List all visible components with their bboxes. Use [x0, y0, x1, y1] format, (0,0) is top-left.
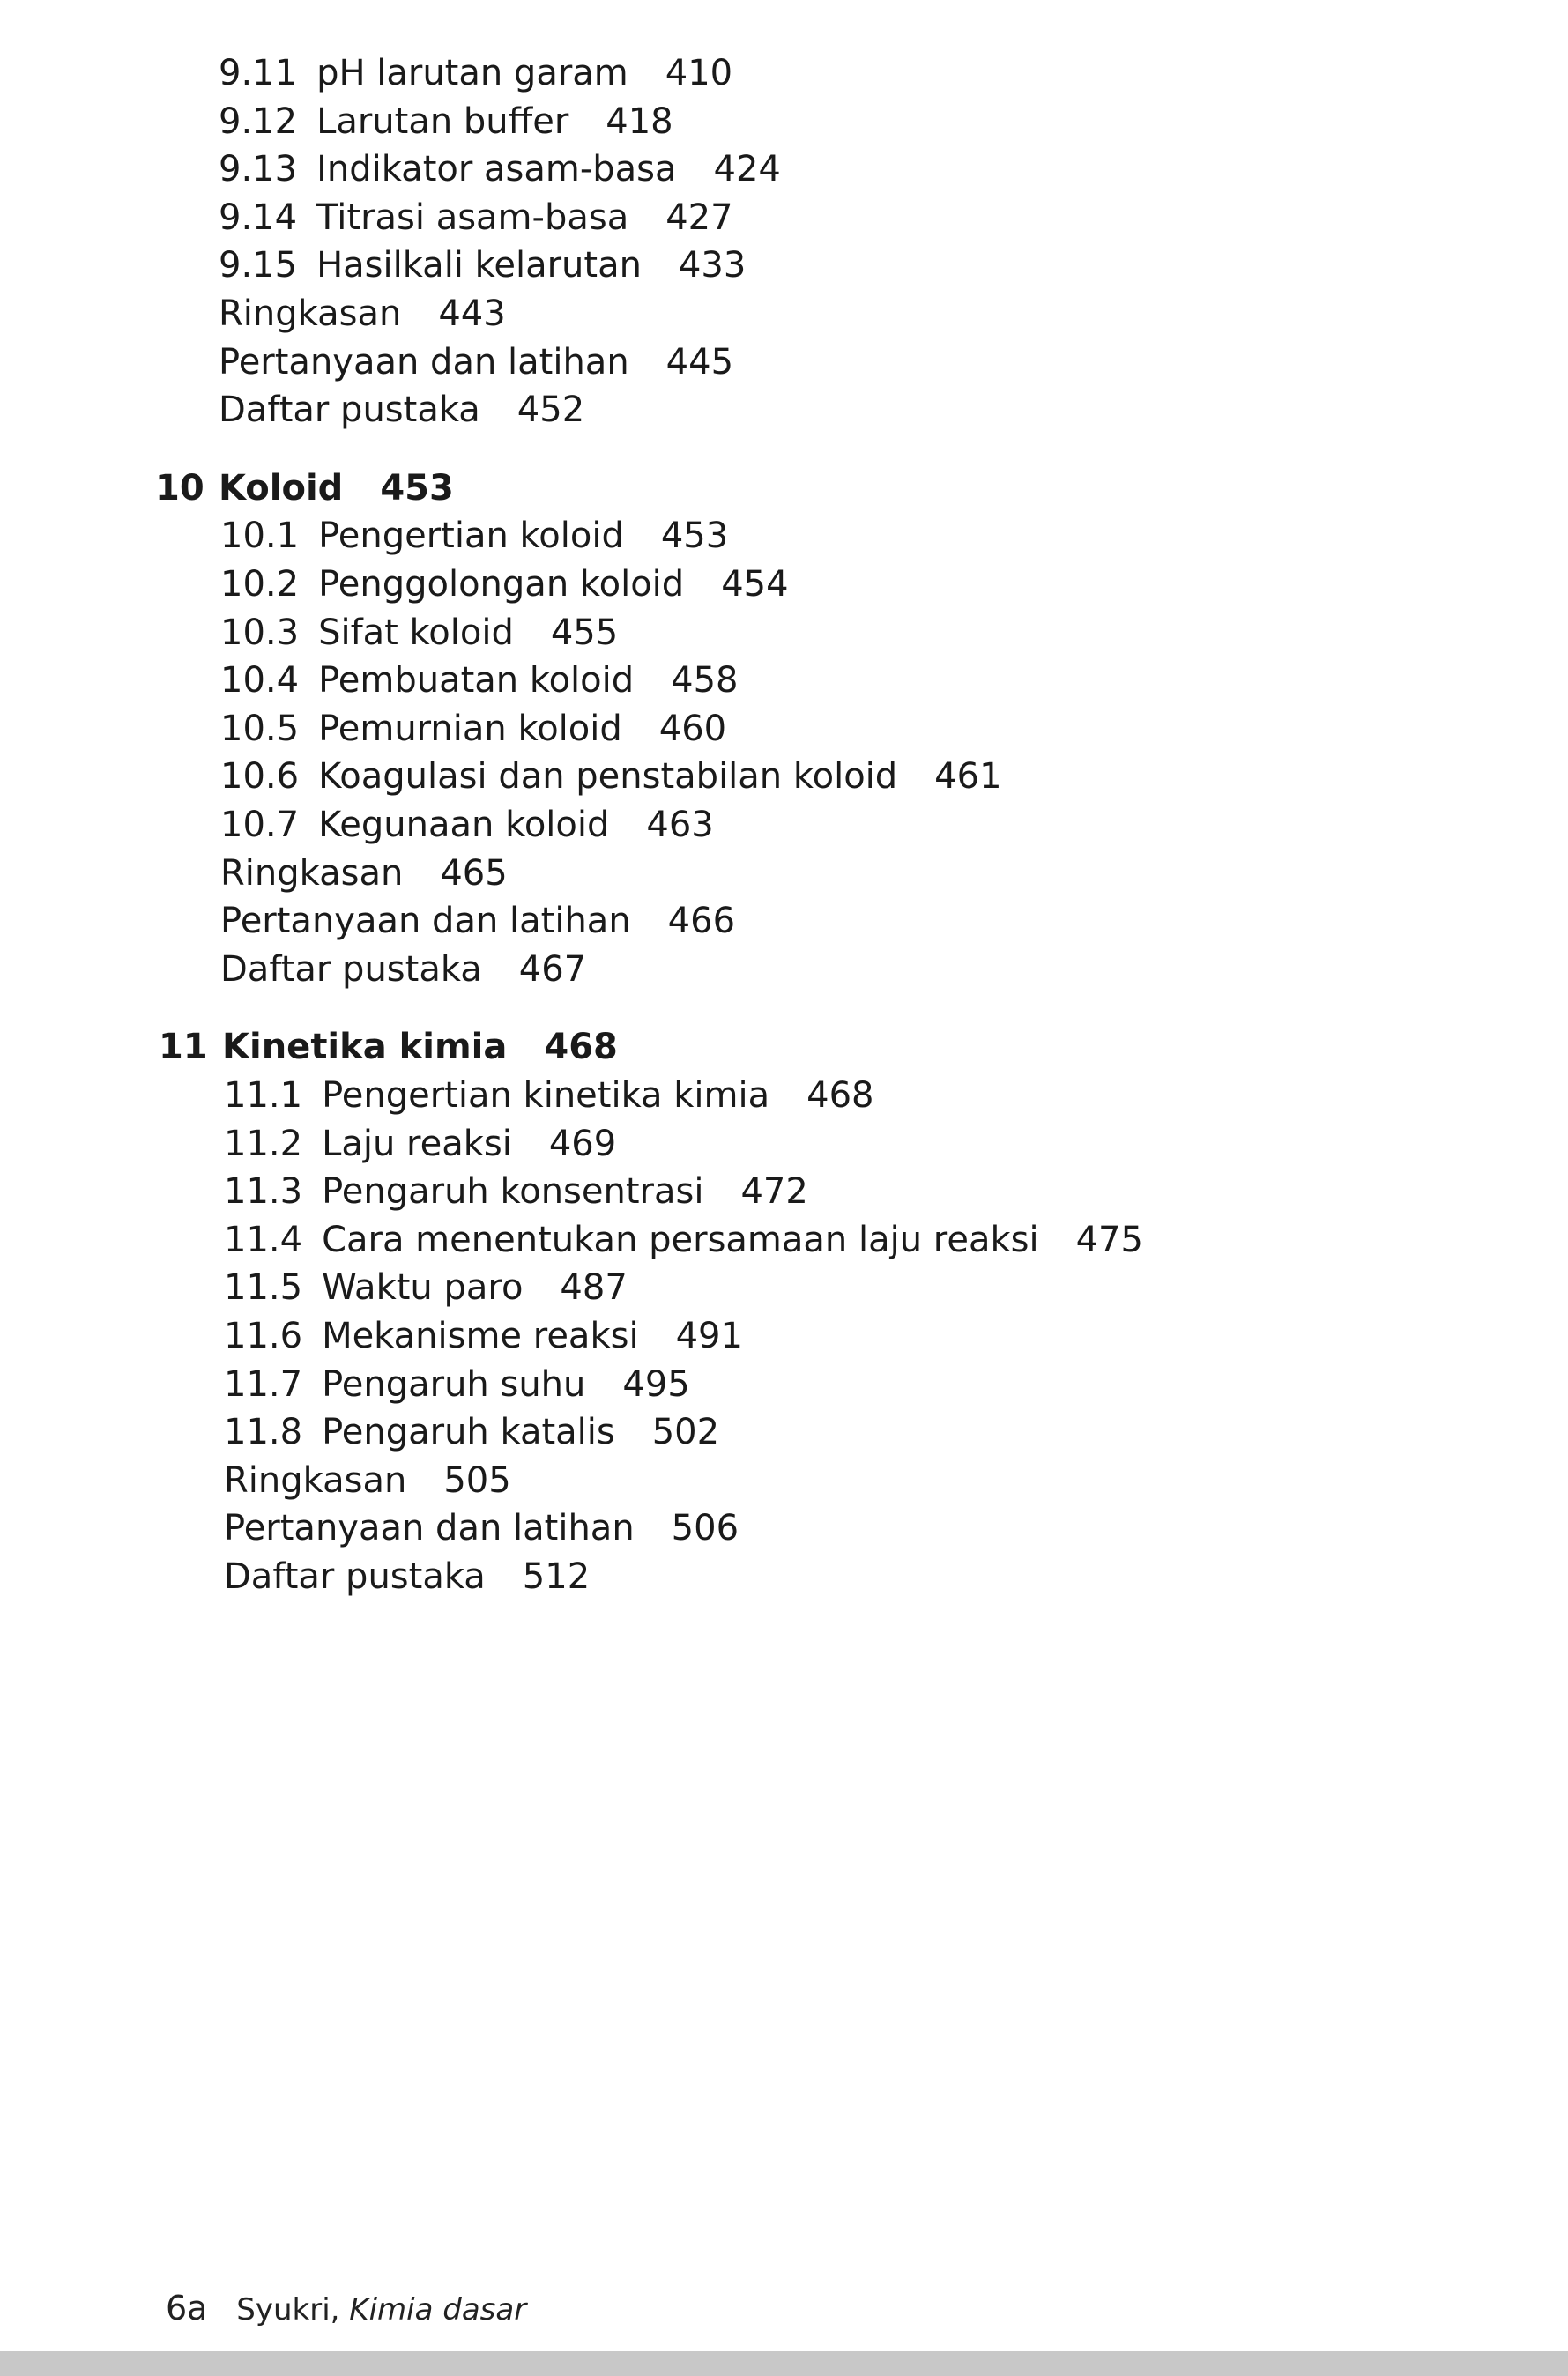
toc-end-matter-entry	[224, 1457, 511, 1504]
toc-subsection-entry	[224, 1072, 874, 1119]
entry-page-number: 505	[443, 1459, 511, 1501]
entry-page-number: 487	[560, 1267, 628, 1309]
subsection-number: 10.6	[220, 756, 300, 798]
subsection-number: 9.13	[219, 149, 298, 190]
entry-title: Daftar pustaka	[220, 948, 482, 990]
entry-page-number: 461	[934, 756, 1002, 798]
subsection-number: 10.7	[220, 805, 300, 845]
subsection-number: 11.8	[224, 1412, 303, 1453]
entry-title: Kegunaan koloid	[318, 805, 610, 845]
entry-page-number: 502	[651, 1412, 720, 1453]
toc-subsection-entry	[220, 801, 714, 849]
entry-title: Sifat koloid	[318, 612, 514, 653]
entry-title: Pertanyaan dan latihan	[219, 341, 629, 382]
chapter-heading	[155, 464, 454, 512]
entry-page-number: 410	[665, 53, 733, 93]
entry-page-number: 495	[622, 1363, 690, 1405]
entry-page-number: 465	[440, 852, 508, 894]
entry-page-number: 468	[806, 1075, 874, 1116]
toc-subsection-entry	[219, 241, 746, 289]
entry-title: Hasilkali kelarutan	[316, 245, 642, 286]
toc-subsection-entry	[219, 98, 673, 145]
entry-page-number: 469	[548, 1123, 617, 1164]
toc-subsection-entry	[220, 705, 726, 753]
chapter-page-number: 468	[544, 1027, 618, 1068]
entry-page-number: 424	[713, 149, 781, 190]
entry-page-number: 433	[678, 245, 747, 286]
subsection-number: 10.5	[220, 708, 300, 749]
entry-title: Mekanisme reaksi	[322, 1316, 639, 1356]
entry-page-number: 418	[606, 100, 673, 142]
toc-subsection-entry	[220, 561, 789, 608]
toc-subsection-entry	[220, 609, 618, 657]
toc-end-matter-entry	[224, 1504, 739, 1552]
subsection-number: 11.4	[224, 1219, 303, 1260]
toc-end-matter-entry	[219, 290, 506, 338]
toc-end-matter-entry	[224, 1553, 590, 1600]
entry-page-number: 452	[516, 390, 585, 431]
toc-subsection-entry	[220, 512, 728, 560]
subsection-number: 9.14	[219, 197, 298, 238]
entry-page-number: 466	[667, 901, 736, 942]
toc-end-matter-entry	[219, 338, 733, 386]
chapter-heading	[159, 1023, 618, 1071]
entry-title: Ringkasan	[220, 852, 404, 894]
chapter-title: Kinetika kimia	[222, 1027, 508, 1068]
toc-subsection-entry	[219, 194, 733, 241]
entry-title: pH larutan garam	[316, 53, 628, 93]
page-footer	[166, 2288, 526, 2330]
entry-title: Pertanyaan dan latihan	[224, 1508, 635, 1549]
entry-page-number: 512	[522, 1556, 591, 1597]
entry-page-number: 472	[740, 1171, 808, 1213]
subsection-number: 11.7	[224, 1363, 303, 1405]
chapter-page-number: 453	[380, 467, 454, 509]
toc-subsection-entry	[224, 1408, 719, 1456]
toc-end-matter-entry	[220, 946, 586, 993]
entry-title: Pertanyaan dan latihan	[220, 901, 631, 942]
entry-page-number: 467	[518, 948, 587, 990]
entry-title: Pengaruh konsentrasi	[322, 1171, 704, 1213]
toc-subsection-entry	[219, 49, 732, 97]
subsection-number: 10.2	[220, 564, 300, 605]
subsection-number: 11.2	[224, 1123, 303, 1164]
footer-author: Syukri,	[236, 2292, 340, 2328]
footer-page-number: 6a	[166, 2289, 208, 2328]
subsection-number: 11.1	[224, 1075, 303, 1116]
entry-title: Cara menentukan persamaan laju reaksi	[322, 1219, 1039, 1260]
chapter-number: 10	[155, 467, 204, 509]
toc-end-matter-entry	[219, 386, 584, 434]
subsection-number: 11.6	[224, 1316, 303, 1356]
entry-page-number: 506	[671, 1508, 739, 1549]
entry-title: Pemurnian koloid	[318, 708, 622, 749]
toc-subsection-entry	[224, 1312, 743, 1360]
entry-page-number: 455	[550, 612, 619, 653]
entry-title: Daftar pustaka	[219, 390, 480, 431]
entry-page-number: 453	[660, 516, 729, 557]
entry-page-number: 445	[665, 341, 734, 382]
entry-page-number: 427	[665, 197, 733, 238]
subsection-number: 11.5	[224, 1267, 303, 1309]
entry-title: Penggolongan koloid	[318, 564, 685, 605]
entry-page-number: 475	[1075, 1219, 1143, 1260]
toc-subsection-entry	[224, 1361, 690, 1408]
subsection-number: 9.15	[219, 245, 298, 286]
entry-page-number: 463	[646, 805, 714, 845]
toc-subsection-entry	[224, 1216, 1143, 1264]
entry-title: Titrasi asam-basa	[316, 197, 629, 238]
entry-page-number: 454	[721, 564, 789, 605]
entry-title: Waktu paro	[322, 1267, 524, 1309]
entry-page-number: 491	[675, 1316, 743, 1356]
entry-title: Pengaruh suhu	[322, 1363, 586, 1405]
subsection-number: 10.3	[220, 612, 300, 653]
toc-end-matter-entry	[220, 850, 508, 897]
subsection-number: 9.11	[219, 53, 298, 93]
entry-title: Pengertian kinetika kimia	[322, 1075, 770, 1116]
toc-subsection-entry	[219, 145, 781, 193]
entry-page-number: 458	[671, 660, 739, 702]
footer-book-title: Kimia dasar	[349, 2292, 527, 2328]
entry-page-number: 443	[438, 293, 506, 334]
entry-title: Laju reaksi	[322, 1123, 512, 1164]
entry-title: Koagulasi dan penstabilan koloid	[318, 756, 898, 798]
entry-title: Indikator asam-basa	[316, 149, 677, 190]
chapter-number: 11	[159, 1027, 208, 1068]
entry-title: Daftar pustaka	[224, 1556, 486, 1597]
scan-bottom-edge	[0, 2351, 1568, 2376]
entry-title: Pengaruh katalis	[322, 1412, 615, 1453]
subsection-number: 11.3	[224, 1171, 303, 1213]
chapter-title: Koloid	[219, 467, 344, 509]
toc-subsection-entry	[224, 1168, 808, 1215]
toc-subsection-entry	[220, 657, 739, 704]
entry-title: Ringkasan	[224, 1459, 407, 1501]
toc-subsection-entry	[224, 1264, 628, 1311]
entry-title: Pembuatan koloid	[318, 660, 635, 702]
subsection-number: 9.12	[219, 100, 298, 142]
subsection-number: 10.1	[220, 516, 300, 557]
toc-subsection-entry	[224, 1120, 616, 1168]
entry-page-number: 460	[658, 708, 727, 749]
toc-end-matter-entry	[220, 897, 735, 945]
toc-subsection-entry	[220, 753, 1002, 800]
subsection-number: 10.4	[220, 660, 300, 702]
entry-title: Pengertian koloid	[318, 516, 624, 557]
entry-title: Ringkasan	[219, 293, 402, 334]
entry-title: Larutan buffer	[316, 100, 569, 142]
